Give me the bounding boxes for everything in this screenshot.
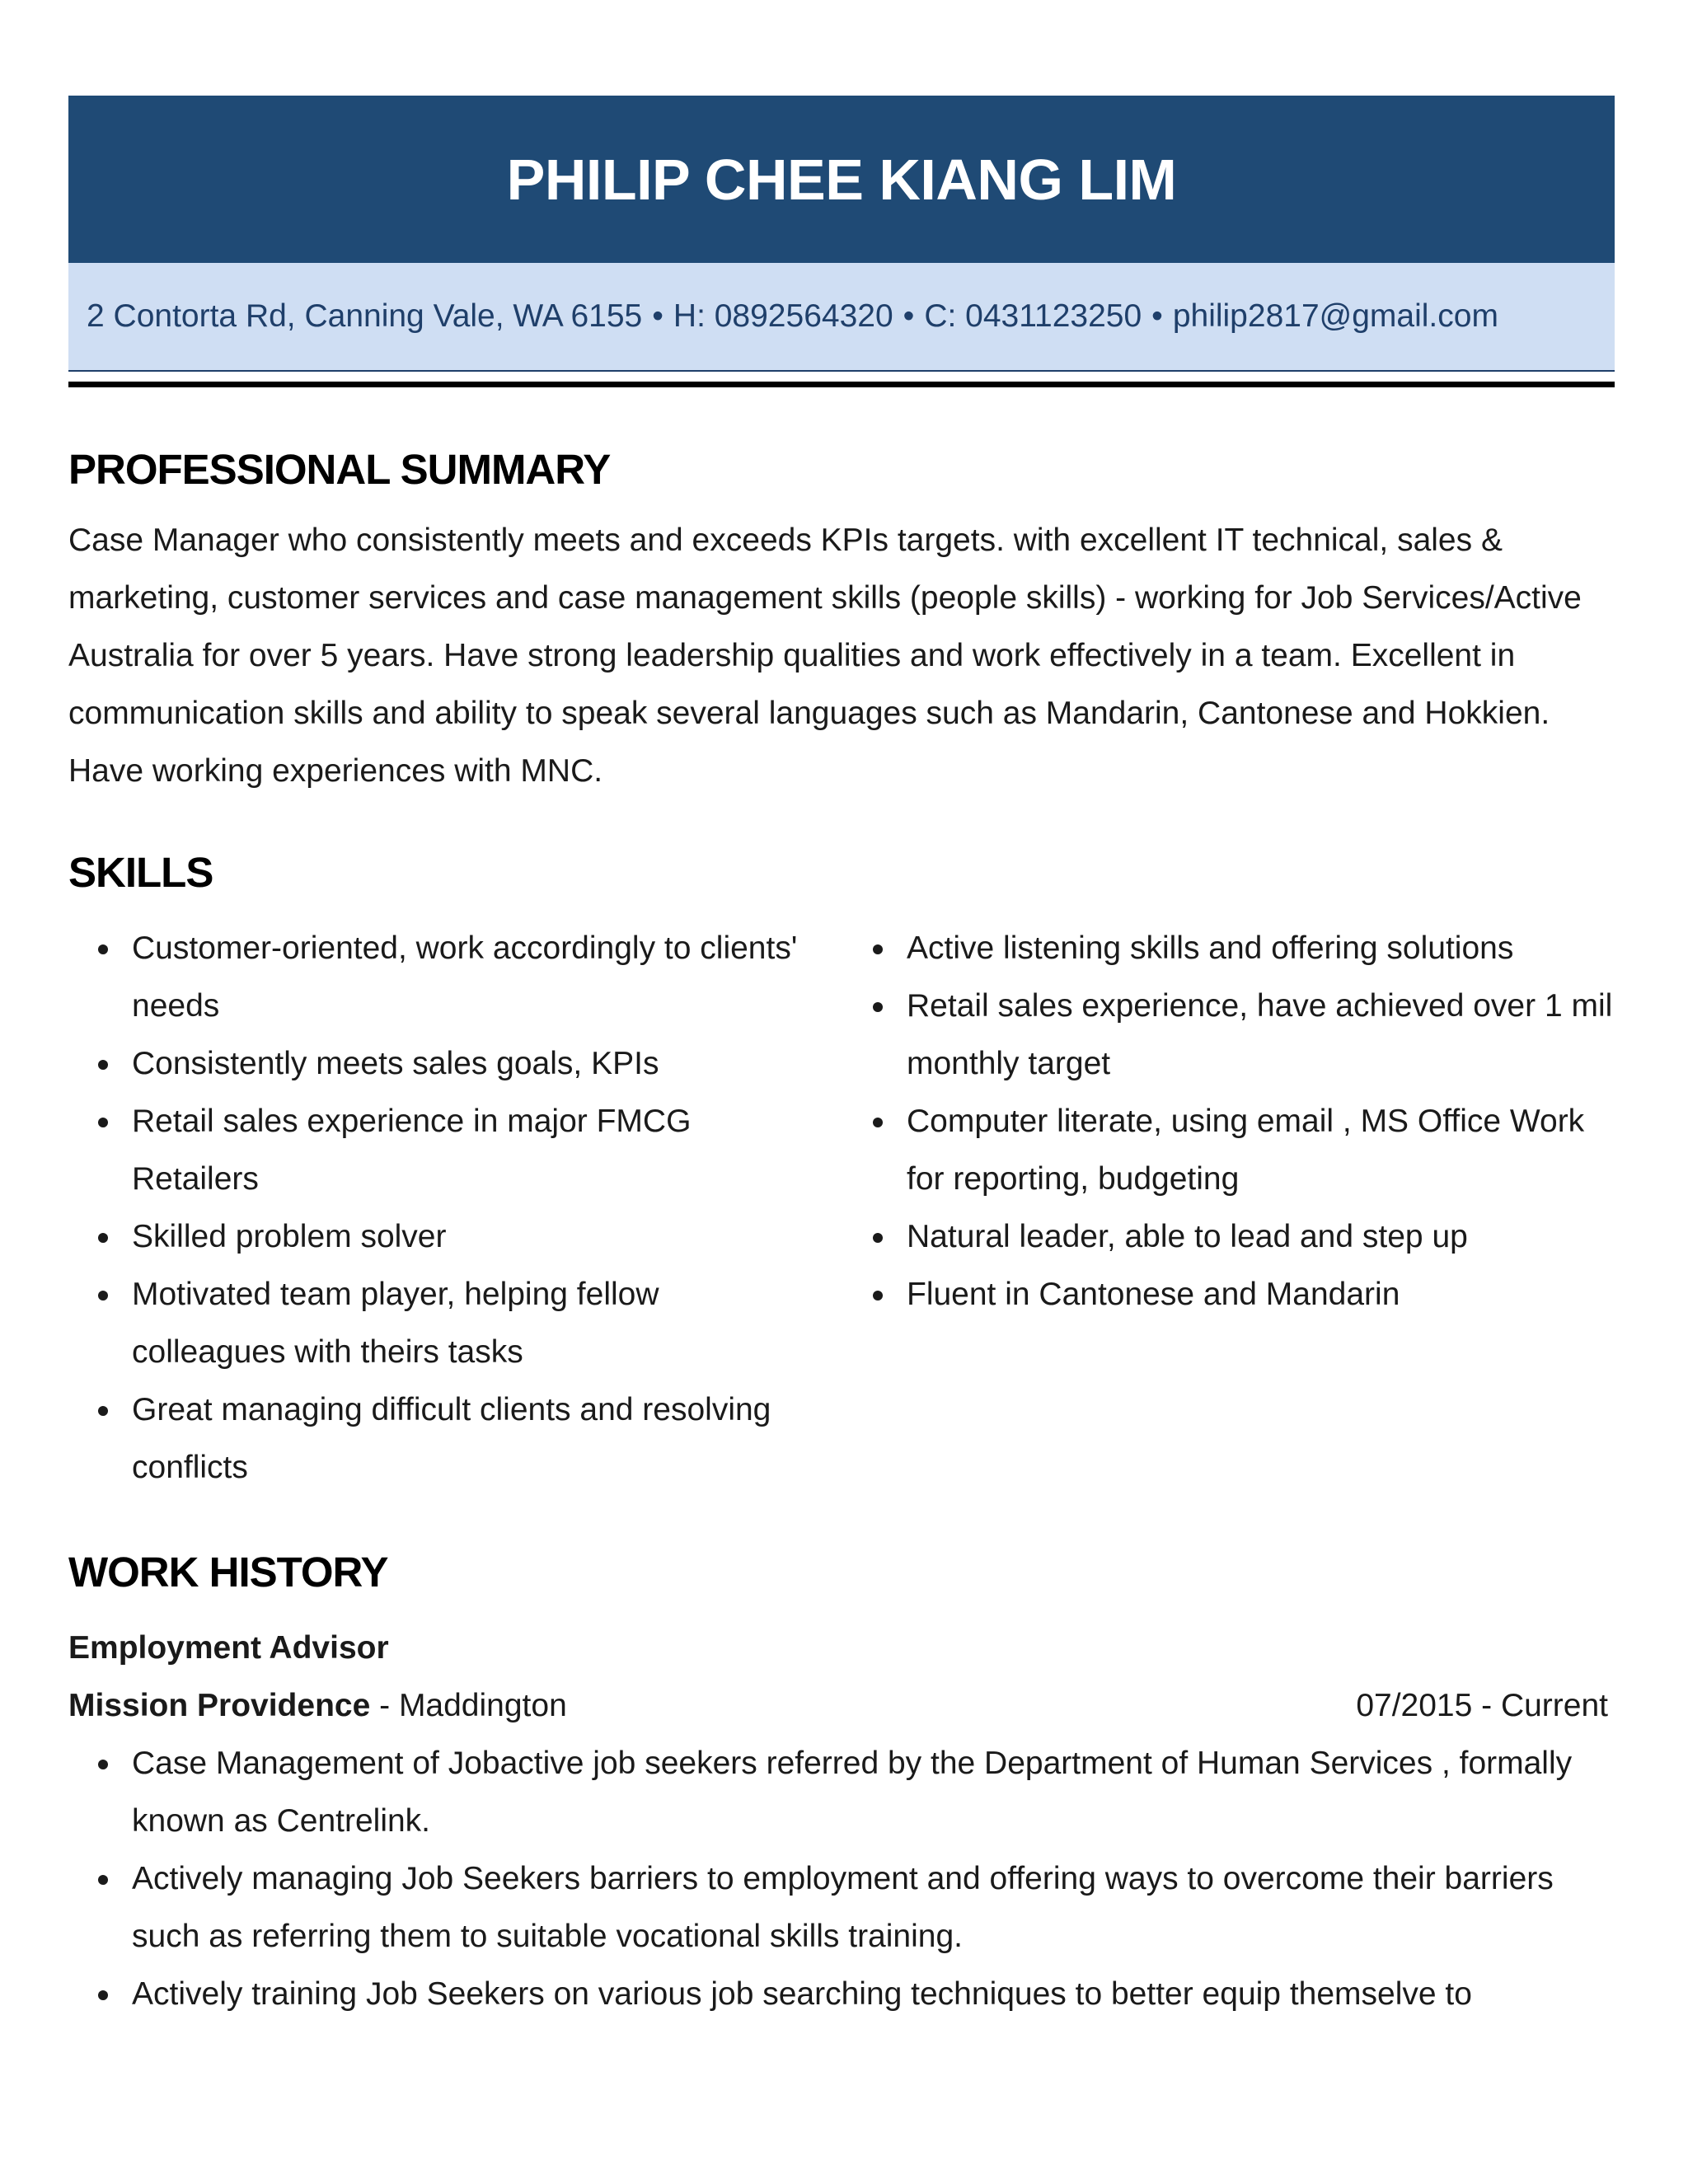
contact-home-phone: H: 0892564320 (673, 298, 893, 334)
contact-separator: • (652, 298, 663, 334)
job-company: Mission Providence (68, 1688, 371, 1723)
job-duties (68, 1735, 1615, 2023)
job-duty-item: Actively training Job Seekers on various job searching techniques to better equip themselve to (68, 1966, 1615, 2023)
skill-item: Great managing difficult clients and resolving conflicts (68, 1381, 843, 1497)
contact-cell-phone: C: 0431123250 (924, 298, 1142, 334)
skills-column-left (68, 920, 843, 1497)
contact-bar (68, 263, 1615, 372)
job-title: Employment Advisor (68, 1630, 389, 1666)
skill-item: Motivated team player, helping fellow colleagues with theirs tasks (68, 1266, 843, 1381)
candidate-name: PHILIP CHEE KIANG LIM (506, 147, 1177, 212)
header-divider (68, 382, 1615, 387)
job-location: - Maddington (370, 1688, 567, 1723)
skill-item: Retail sales experience in major FMCG Retailers (68, 1093, 843, 1208)
skill-item: Skilled problem solver (68, 1208, 843, 1266)
contact-separator: • (1151, 298, 1163, 334)
skill-item: Active listening skills and offering solutions (843, 920, 1615, 977)
job-dates: 07/2015 - Current (1356, 1688, 1608, 1723)
skill-item: Natural leader, able to lead and step up (843, 1208, 1615, 1266)
header-banner (68, 96, 1615, 263)
skills-column-right (843, 920, 1615, 1497)
job-employer-line (68, 1677, 1608, 1735)
skill-item: Consistently meets sales goals, KPIs (68, 1035, 843, 1093)
skill-item: Customer-oriented, work accordingly to clients' needs (68, 920, 843, 1035)
skills-heading: SKILLS (68, 849, 213, 896)
summary-text: Case Manager who consistently meets and exceeds KPIs targets. with excellent IT technical, sales & marketing, customer services and case management skills (people skills) - working for Job Services/Active Australia for over 5 years. Have strong leadership qualities and work effectively in a team. Excellent in communication skills and ability to speak several languages such as Mandarin, Cantonese and Hokkien. Have working experiences with MNC. (68, 523, 1582, 789)
skill-item: Retail sales experience, have achieved over 1 mil monthly target (843, 977, 1615, 1093)
job-duty-item: Case Management of Jobactive job seekers referred by the Department of Human Services , formally known as Centrelink. (68, 1735, 1615, 1850)
skills-list (68, 920, 1615, 1497)
contact-separator: • (903, 298, 915, 334)
work-history-heading: WORK HISTORY (68, 1549, 388, 1596)
contact-address: 2 Contorta Rd, Canning Vale, WA 6155 (87, 298, 643, 334)
skill-item: Fluent in Cantonese and Mandarin (843, 1266, 1615, 1324)
resume-page (68, 96, 1615, 2023)
skill-item: Computer literate, using email , MS Office Work for reporting, budgeting (843, 1093, 1615, 1208)
job-duty-item: Actively managing Job Seekers barriers to employment and offering ways to overcome their barriers such as referring them to suitable vocational skills training. (68, 1850, 1615, 1966)
contact-email: philip2817@gmail.com (1172, 298, 1498, 334)
job-entry (68, 1619, 1615, 2023)
summary-heading: PROFESSIONAL SUMMARY (68, 446, 611, 493)
